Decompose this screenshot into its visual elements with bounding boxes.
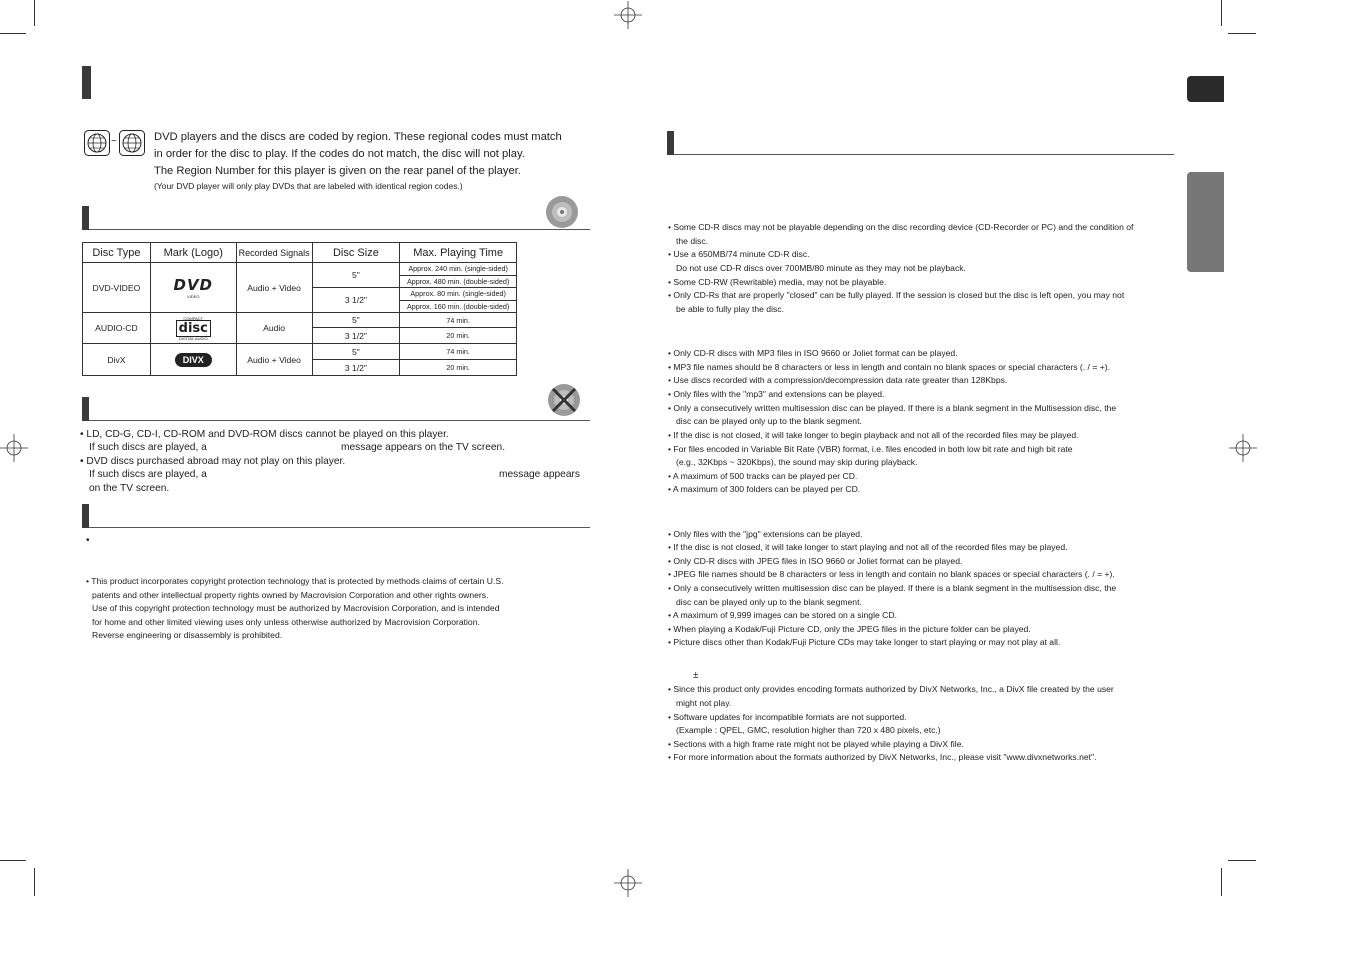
mp3-line: • Only a consecutively written multisession disc can be played. If there is a blank segment in the Multisession disc, the: [668, 403, 1117, 413]
time-cell: 74 min.: [400, 313, 517, 328]
divx-line: might not play.: [676, 698, 732, 708]
size-cell: 5": [312, 313, 400, 328]
jpeg-line: • Only a consecutively written multisession disc can be played. If there is a blank segment in the multisession disc, the: [668, 583, 1117, 593]
section-heading-bar: [667, 131, 674, 155]
crop-mark: [0, 33, 26, 34]
divx-logo: [150, 344, 236, 376]
divx-logo-text: DIVX: [175, 353, 212, 367]
section-rule: [89, 527, 590, 528]
jpeg-line: • A maximum of 9,999 images can be stored on a single CD.: [668, 610, 897, 620]
section-heading-bar: [82, 206, 89, 230]
divx-line: (Example : QPEL, GMC, resolution higher than 720 x 480 pixels, etc.): [676, 725, 941, 735]
time-cell: Approx. 240 min. (single-sided): [400, 263, 517, 276]
table-row: [83, 313, 517, 328]
mp3-line: (e.g., 32Kbps ~ 320Kbps), the sound may skip during playback.: [676, 457, 918, 467]
time-cell: Approx. 80 min. (single-sided): [400, 288, 517, 301]
time-cell: 20 min.: [400, 328, 517, 344]
copy-line: Use of this copyright protection technology must be authorized by Macrovision Corporation, and is intended: [92, 603, 500, 613]
jpeg-line: • If the disc is not closed, it will take longer to start playing and not all of the recorded files may be played.: [668, 542, 1068, 552]
table-row: [83, 263, 517, 276]
crop-mark: [1228, 33, 1256, 34]
mp3-line: • Only CD-R discs with MP3 files in ISO 9660 or Joliet format can be played.: [668, 348, 958, 358]
dvd-logo-text: DVD: [173, 276, 214, 294]
time-cell: Approx. 160 min. (double-sided): [400, 300, 517, 313]
not-playable-line: • DVD discs purchased abroad may not play on this player.: [80, 456, 346, 467]
mp3-line: • Only files with the "mp3" and extensions can be played.: [668, 389, 885, 399]
size-cell: 3 1/2": [312, 288, 400, 313]
jpeg-line: • Only CD-R discs with JPEG files in ISO 9660 or Joliet format can be played.: [668, 556, 963, 566]
section-rule: [89, 229, 590, 230]
crop-mark: [1228, 860, 1256, 861]
crop-mark: [34, 868, 35, 896]
section-rule: [89, 420, 590, 421]
column-header: Recorded Signals: [236, 243, 312, 263]
jpeg-line: • JPEG file names should be 8 characters or less in length and contain no blank spaces or special characters (. / = +).: [668, 569, 1115, 579]
not-playable-line: message appears on the TV screen.: [341, 442, 506, 453]
disc-type-table: [82, 242, 517, 376]
not-playable-line: If such discs are played, a: [89, 442, 207, 453]
not-playable-line: • LD, CD-G, CD-I, CD-ROM and DVD-ROM discs cannot be played on this player.: [80, 429, 449, 440]
jpeg-line: disc can be played only up to the blank segment.: [676, 597, 862, 607]
section-heading-bar: [82, 504, 89, 528]
column-header: Mark (Logo): [150, 243, 236, 263]
crop-mark: [34, 0, 35, 26]
cdr-line: the disc.: [676, 236, 709, 246]
mp3-line: • If the disc is not closed, it will take longer to begin playback and not all of the recorded files may be played.: [668, 430, 1079, 440]
divx-line: • Sections with a high frame rate might not be played while playing a DivX file.: [668, 739, 964, 749]
mp3-line: • Use discs recorded with a compression/decompression data rate greater than 128Kbps.: [668, 375, 1008, 385]
globe-icon: [84, 130, 110, 156]
table-row: [83, 344, 517, 360]
copy-line: • This product incorporates copyright protection technology that is protected by methods claims of certain U.S.: [86, 576, 504, 586]
disc-type-cell: AUDIO-CD: [83, 313, 151, 344]
mp3-line: • A maximum of 500 tracks can be played per CD.: [668, 471, 858, 481]
copy-line: Reverse engineering or disassembly is prohibited.: [92, 630, 283, 640]
size-cell: 3 1/2": [312, 360, 400, 376]
cd-logo-sub: DIGITAL AUDIO: [178, 335, 208, 341]
size-cell: 3 1/2": [312, 328, 400, 344]
cd-logo-text: disc: [176, 320, 211, 337]
size-cell: 5": [312, 344, 400, 360]
dvd-logo-sub: VIDEO: [187, 294, 200, 299]
jpeg-line: • When playing a Kodak/Fuji Picture CD, only the JPEG files in the picture folder can be played.: [668, 624, 1031, 634]
copy-line: for home and other limited viewing uses only unless otherwise authorized by Macrovision Corporation.: [92, 617, 480, 627]
dvd-logo: [150, 263, 236, 313]
not-playable-line: message appears: [499, 469, 580, 480]
signals-cell: Audio + Video: [236, 263, 312, 313]
section-heading-bar: [82, 397, 89, 421]
jpeg-line: • Only files with the "jpg" extensions can be played.: [668, 529, 863, 539]
cd-logo-top: COMPACT: [183, 315, 204, 321]
copy-line: patents and other intellectual property rights owned by Macrovision Corporation and other rights owners.: [92, 590, 489, 600]
page-number-tab: [1187, 76, 1224, 102]
section-rule: [674, 154, 1174, 155]
disc-type-cell: DivX: [83, 344, 151, 376]
crop-mark: [1221, 0, 1222, 26]
crop-mark: [0, 860, 26, 861]
time-cell: 20 min.: [400, 360, 517, 376]
cdr-line: be able to fully play the disc.: [676, 304, 784, 314]
mp3-line: disc can be played only up to the blank segment.: [676, 416, 862, 426]
range-tilde: ~: [111, 136, 117, 147]
column-header: Max. Playing Time: [400, 243, 517, 263]
disc-icon: [545, 195, 579, 229]
registration-mark-icon: [1229, 434, 1257, 462]
column-header: Disc Size: [312, 243, 400, 263]
not-playable-line: on the TV screen.: [89, 483, 170, 494]
cdr-line: • Some CD-R discs may not be playable depending on the disc recording device (CD-Recorder or PC) and the condition of: [668, 222, 1134, 232]
not-playable-line: If such discs are played, a: [89, 469, 207, 480]
size-cell: 5": [312, 263, 400, 288]
page-heading-bar: [82, 66, 91, 99]
crop-mark: [1221, 868, 1222, 896]
time-cell: 74 min.: [400, 344, 517, 360]
table-header-row: [83, 243, 517, 263]
divx-line: • Since this product only provides encoding formats authorized by DivX Networks, Inc., a DivX file created by the user: [668, 684, 1114, 694]
registration-mark-icon: [614, 1, 642, 29]
signals-cell: Audio + Video: [236, 344, 312, 376]
region-text: [154, 129, 562, 180]
region-line: in order for the disc to play. If the codes do not match, the disc will not play.: [154, 148, 525, 160]
jpeg-line: • Picture discs other than Kodak/Fuji Picture CDs may take longer to start playing or may not play at all.: [668, 637, 1061, 647]
mp3-line: • MP3 file names should be 8 characters or less in length and contain no blank spaces or special characters (. / = +).: [668, 362, 1110, 372]
cdr-line: • Use a 650MB/74 minute CD-R disc.: [668, 249, 810, 259]
region-note: (Your DVD player will only play DVDs that are labeled with identical region codes.): [154, 181, 463, 191]
cdr-line: • Only CD-Rs that are properly "closed" can be fully played. If the session is closed but the disc is left open, you may not: [668, 290, 1125, 300]
disc-type-cell: DVD-VIDEO: [83, 263, 151, 313]
copy-bullet: •: [86, 535, 90, 546]
mp3-line: • A maximum of 300 folders can be played per CD.: [668, 484, 861, 494]
chapter-tab: [1187, 172, 1224, 272]
divx-symbol: ±: [693, 670, 699, 681]
divx-line: • For more information about the formats authorized by DivX Networks, Inc., please visit "www.divxnetworks.net".: [668, 752, 1097, 762]
region-line: The Region Number for this player is given on the rear panel of the player.: [154, 165, 521, 177]
time-cell: Approx. 480 min. (double-sided): [400, 275, 517, 288]
cdr-line: • Some CD-RW (Rewritable) media, may not be playable.: [668, 277, 887, 287]
prohibited-disc-icon: [547, 383, 581, 417]
registration-mark-icon: [614, 869, 642, 897]
compact-disc-logo: [150, 313, 236, 344]
divx-line: • Software updates for incompatible formats are not supported.: [668, 712, 907, 722]
mp3-line: • For files encoded in Variable Bit Rate (VBR) format, i.e. files encoded in both low bit rate and high bit rate: [668, 444, 1073, 454]
column-header: Disc Type: [83, 243, 151, 263]
region-line: DVD players and the discs are coded by region. These regional codes must match: [154, 131, 562, 143]
globe-icon: [119, 130, 145, 156]
signals-cell: Audio: [236, 313, 312, 344]
cdr-line: Do not use CD-R discs over 700MB/80 minute as they may not be playback.: [676, 263, 966, 273]
registration-mark-icon: [0, 434, 28, 462]
